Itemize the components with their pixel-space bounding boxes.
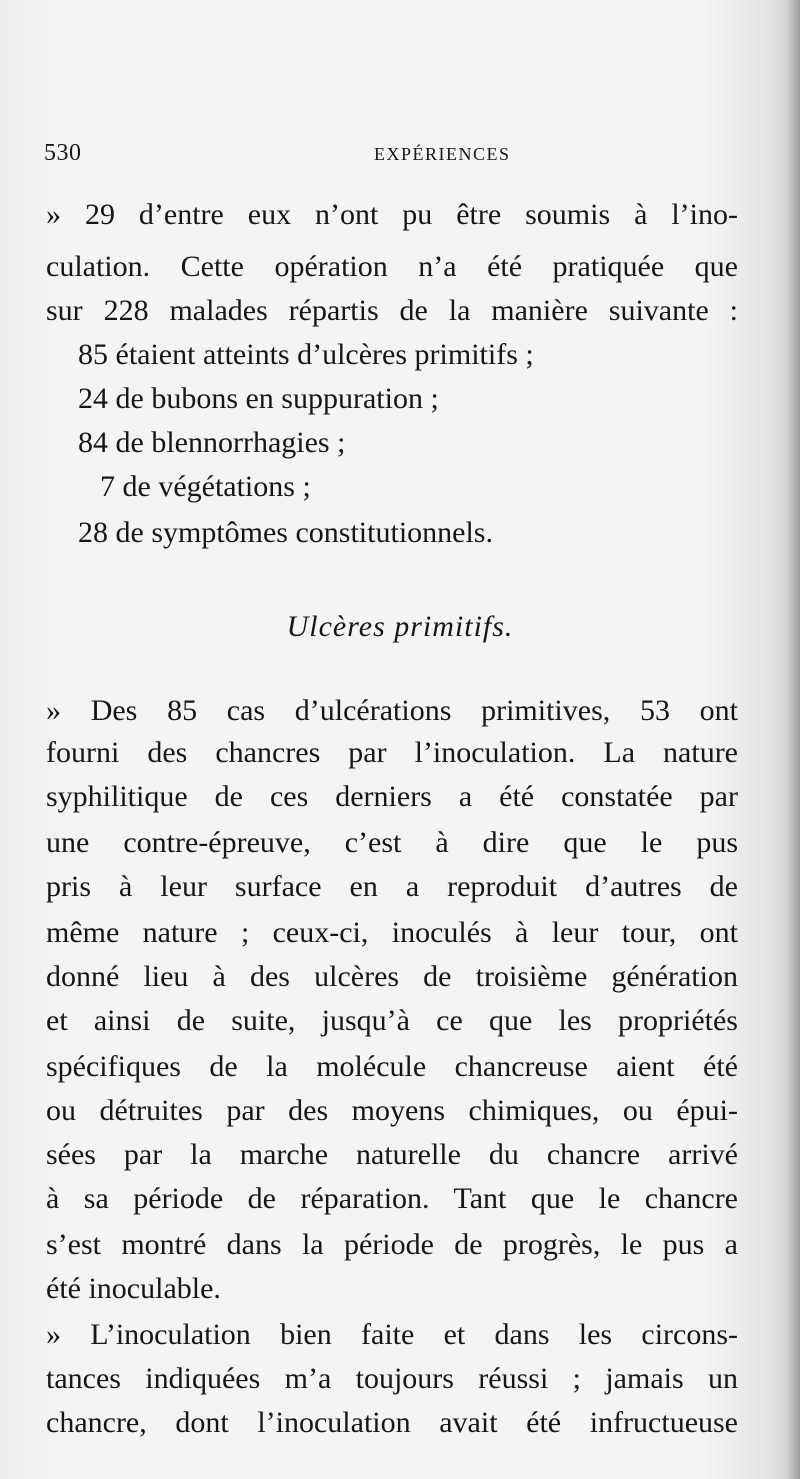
paragraph-line: et ainsi de suite, jusqu’à ce que les propriétés (46, 1004, 738, 1037)
paragraph-line: sur 228 malades répartis de la manière suivante : (46, 294, 738, 327)
paragraph-line: » L’inoculation bien faite et dans les circons- (46, 1318, 738, 1351)
paragraph-line: » Des 85 cas d’ulcérations primitives, 53 ont (46, 694, 738, 727)
running-head: EXPÉRIENCES (374, 144, 511, 164)
paragraph-line: fourni des chancres par l’inoculation. La nature (46, 736, 738, 769)
paragraph-line: culation. Cette opération n’a été pratiquée que (46, 250, 738, 283)
paragraph-line: même nature ; ceux-ci, inoculés à leur tour, ont (46, 916, 738, 949)
section-title: Ulcères primitifs. (286, 610, 514, 643)
paragraph-line: donné lieu à des ulcères de troisième génération (46, 960, 738, 993)
paragraph-line: à sa période de réparation. Tant que le chancre (46, 1182, 738, 1215)
paragraph-line: tances indiquées m’a toujours réussi ; jamais un (46, 1362, 738, 1395)
list-item: 7 de végétations ; (100, 470, 311, 503)
page-number: 530 (44, 140, 82, 166)
paragraph-line: été inoculable. (46, 1272, 221, 1305)
paragraph-line: » 29 d’entre eux n’ont pu être soumis à l’ino- (46, 198, 738, 231)
paragraph-line: une contre-épreuve, c’est à dire que le pus (46, 826, 738, 859)
paragraph-line: chancre, dont l’inoculation avait été infructueuse (46, 1406, 738, 1439)
list-item: 85 étaient atteints d’ulcères primitifs ; (78, 338, 534, 371)
list-item: 84 de blennorrhagies ; (78, 426, 346, 459)
paragraph-line: ou détruites par des moyens chimiques, ou épui- (46, 1094, 738, 1127)
page-gutter (786, 0, 800, 1479)
paragraph-line: pris à leur surface en a reproduit d’autres de (46, 870, 738, 903)
list-item: 28 de symptômes constitutionnels. (78, 516, 493, 549)
paragraph-line: syphilitique de ces derniers a été constatée par (46, 780, 738, 813)
list-item: 24 de bubons en suppuration ; (78, 382, 439, 415)
paragraph-line: s’est montré dans la période de progrès, le pus a (46, 1228, 738, 1261)
paragraph-line: sées par la marche naturelle du chancre arrivé (46, 1138, 738, 1171)
paragraph-line: spécifiques de la molécule chancreuse aient été (46, 1050, 738, 1083)
page-header (44, 140, 744, 176)
